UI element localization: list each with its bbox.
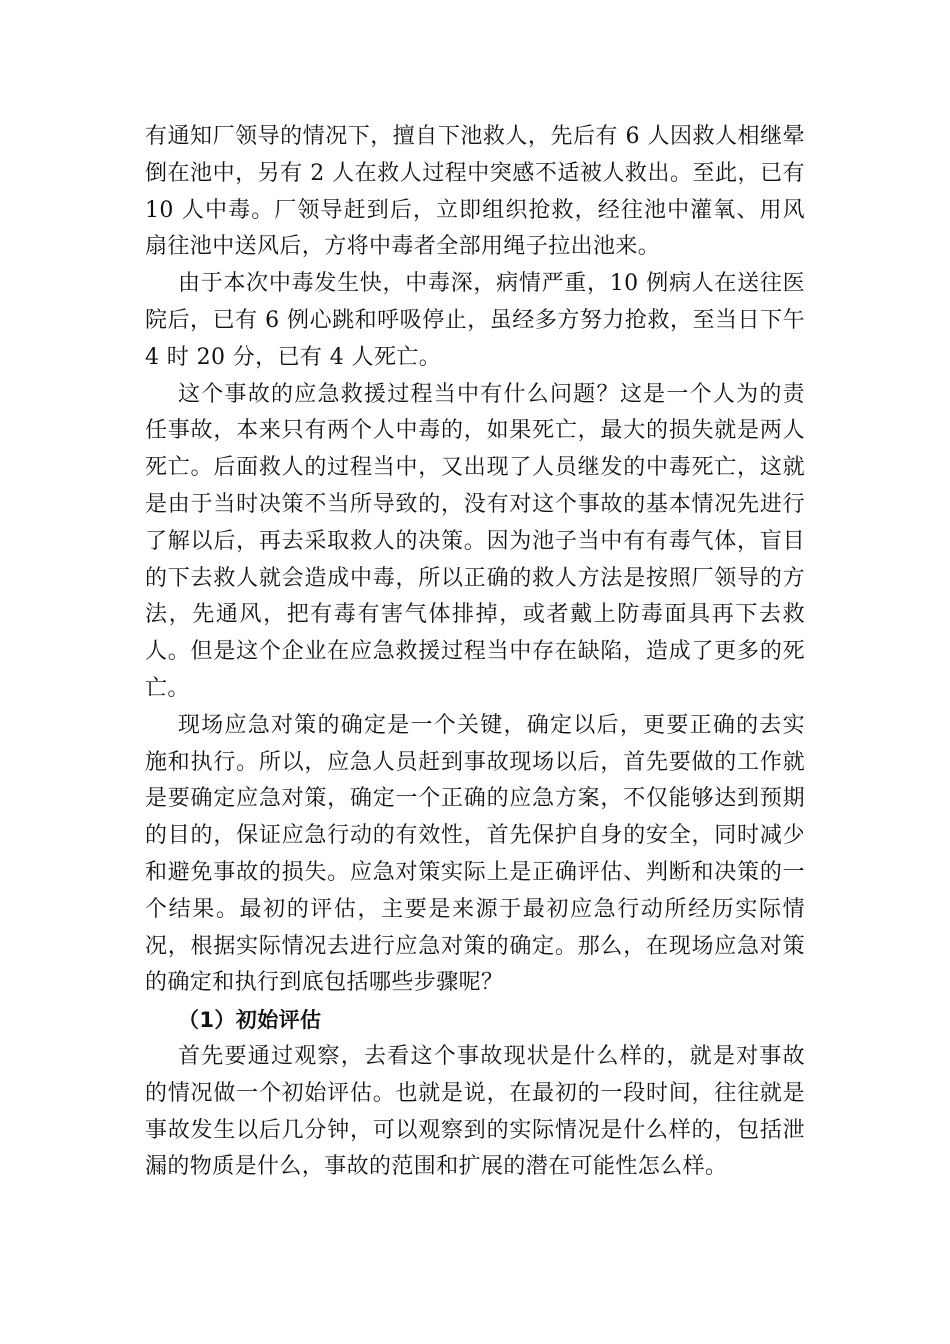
paragraph-emergency-countermeasures: 现场应急对策的确定是一个关键，确定以后，更要正确的去实施和执行。所以，应急人员赶到事故现场以后，首先要做的工作就是要确定应急对策，确定一个正确的应急方案，不仅能够达到预期的目的，保证应急行动的有效性，首先保护自身的安全，同时减少和避免事故的损失。应急对策实际上是正确评估、判断和决策的一个结果。最初的评估，主要是来源于最初应急行动所经历实际情况，根据实际情况去进行应急对策的确定。那么，在现场应急对策的确定和执行到底包括哪些步骤呢？ — [145, 712, 805, 996]
paragraph-initial-assessment: 首先要通过观察，去看这个事故现状是什么样的，就是对事故的情况做一个初始评估。也就是说，在最初的一段时间，往往就是事故发生以后几分钟，可以观察到的实际情况是什么样的，包括泄漏的物质是什么，事故的范围和扩展的潜在可能性怎么样。 — [145, 1043, 805, 1180]
paragraph-continued: 有通知厂领导的情况下，擅自下池救人，先后有 6 人因救人相继晕倒在池中，另有 2 人在救人过程中突感不适被人救出。至此，已有 10 人中毒。厂领导赶到后，立即组织抢救，经往池中灌氧、用风扇往池中送风后，方将中毒者全部用绳子拉出池来。 — [145, 124, 805, 260]
paragraph-rescue-problem: 这个事故的应急救援过程当中有什么问题？这是一个人为的责任事故，本来只有两个人中毒的，如果死亡，最大的损失就是两人死亡。后面救人的过程当中，又出现了人员继发的中毒死亡，这就是由于当时决策不当所导致的，没有对这个事故的基本情况先进行了解以后，再去采取救人的决策。因为池子当中有有毒气体，盲目的下去救人就会造成中毒，所以正确的救人方法是按照厂领导的方法，先通风，把有毒有害气体排掉，或者戴上防毒面具再下去救人。但是这个企业在应急救援过程当中存在缺陷，造成了更多的死亡。 — [145, 381, 805, 701]
document-body — [145, 119, 805, 1186]
section-heading-initial-assessment: （1）初始评估 — [178, 1008, 322, 1033]
paragraph-poisoning-outcome: 由于本次中毒发生快，中毒深，病情严重，10 例病人在送往医院后，已有 6 例心跳和呼吸停止，虽经多方努力抢救，至当日下午 4 时 20 分，已有 4 人死亡。 — [145, 271, 805, 370]
